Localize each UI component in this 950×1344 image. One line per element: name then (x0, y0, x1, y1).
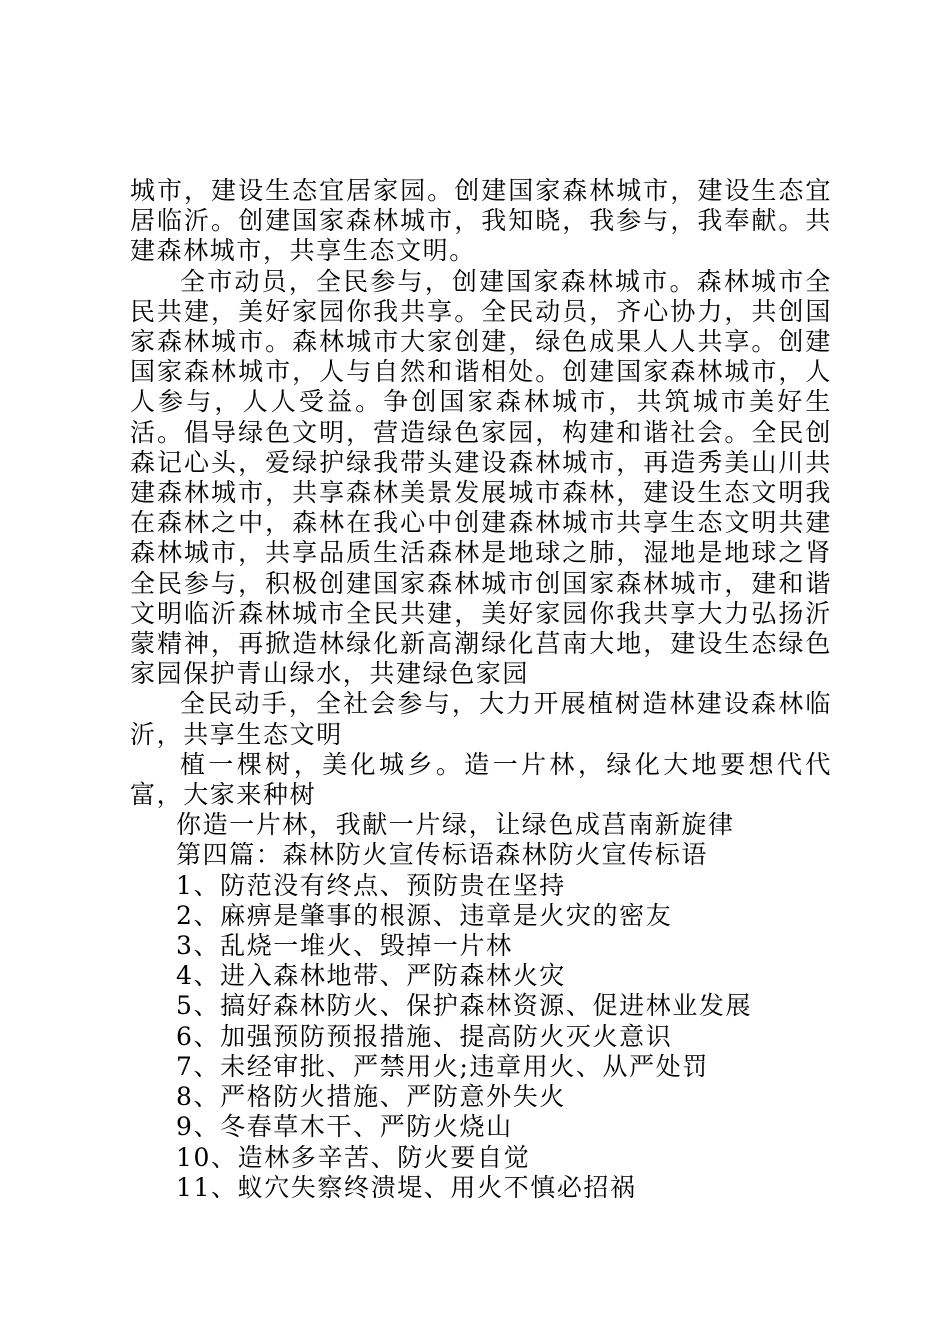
list-item: 3、乱烧一堆火、毁掉一片林 (176, 931, 513, 961)
text-line: 你造一片林，我献一片绿，让绿色成莒南新旋律 (176, 810, 735, 840)
list-item: 4、进入森林地带、严防森林火灾 (176, 961, 566, 991)
list-item: 9、冬春草木干、严防火烧山 (176, 1112, 513, 1142)
list-item: 11、蚁穴失察终溃堤、用火不慎必招祸 (176, 1172, 637, 1202)
list-item: 2、麻痹是肇事的根源、违章是火灾的密友 (176, 900, 673, 930)
paragraph-4: 植一棵树，美化城乡。造一片林，绿化大地要想代代富，大家来种树 (130, 749, 832, 810)
list-item: 10、造林多辛苦、防火要自觉 (176, 1142, 531, 1172)
paragraph-2: 全市动员，全民参与，创建国家森林城市。森林城市全民共建，美好家园你我共享。全民动员，齐心协力，共创国家森林城市。森林城市大家创建，绿色成果人人共享。创建国家森林城市，人与自然和谐相处。创建国家森林城市，人人参与，人人受益。争创国家森林城市，共筑城市美好生活。倡导绿色文明，营造绿色家园，构建和谐社会。全民创森记心头，爱绿护绿我带头建设森林城市，再造秀美山川共建森林城市，共享森林美景发展城市森林，建设生态文明我在森林之中，森林在我心中创建森林城市共享生态文明共建森林城市，共享品质生活森林是地球之肺，湿地是地球之肾全民参与，积极创建国家森林城市创国家森林城市，建和谐文明临沂森林城市全民共建，美好家园你我共享大力弘扬沂蒙精神，再掀造林绿化新高潮绿化莒南大地，建设生态绿色家园保护青山绿水，共建绿色家园 (130, 266, 832, 689)
document-body (130, 176, 832, 1203)
list-item: 7、未经审批、严禁用火;违章用火、从严处罚 (176, 1051, 709, 1081)
list-item: 8、严格防火措施、严防意外失火 (176, 1082, 566, 1112)
list-item: 1、防范没有终点、预防贵在坚持 (176, 870, 566, 900)
section-heading: 第四篇：森林防火宣传标语森林防火宣传标语 (176, 840, 709, 870)
list-item: 5、搞好森林防火、保护森林资源、促进林业发展 (176, 991, 753, 1021)
list-item: 6、加强预防预报措施、提高防火灭火意识 (176, 1021, 673, 1051)
paragraph-1: 城市，建设生态宜居家园。创建国家森林城市，建设生态宜居临沂。创建国家森林城市，我知晓，我参与，我奉献。共建森林城市，共享生态文明。 (130, 176, 832, 266)
paragraph-3: 全民动手，全社会参与，大力开展植树造林建设森林临沂，共享生态文明 (130, 689, 832, 749)
